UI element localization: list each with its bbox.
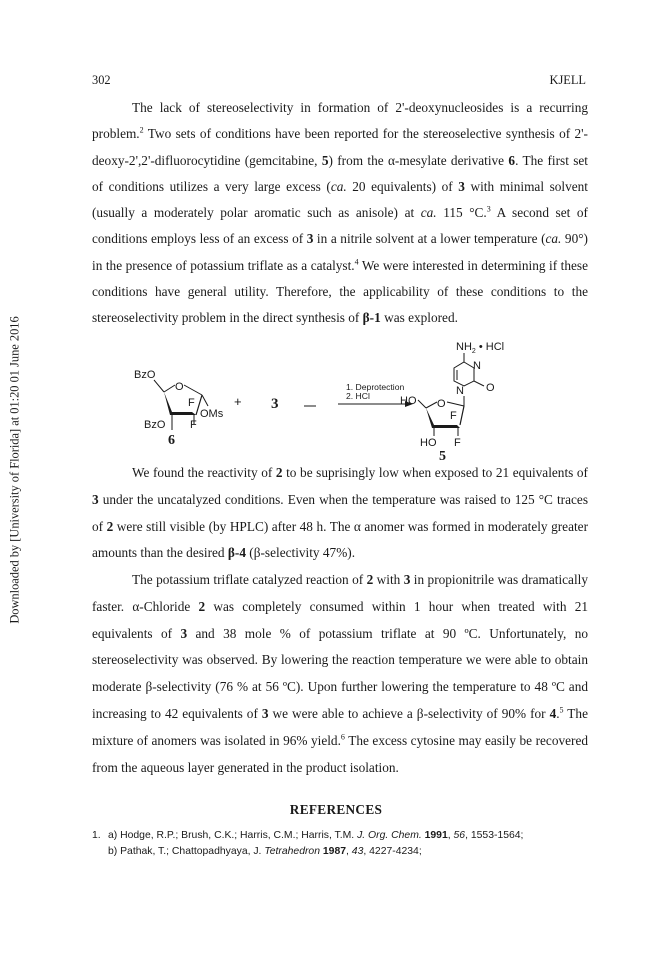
product-5-gemcitabine bbox=[400, 341, 504, 464]
running-head: KJELL bbox=[549, 73, 586, 87]
citation-3: 3 bbox=[486, 204, 491, 214]
compound-6: 6 bbox=[508, 152, 516, 168]
compound-label-5: 5 bbox=[439, 449, 446, 464]
compound-beta-1: β-1 bbox=[362, 310, 381, 326]
compound-3: 3 bbox=[458, 178, 465, 194]
sm-fluorine-1-label: F bbox=[188, 397, 195, 409]
step-2-label: 2. HCl bbox=[346, 391, 370, 401]
starting-material-6 bbox=[134, 369, 224, 448]
pr-fluorine-2-label: F bbox=[454, 437, 461, 449]
pr-ring-oxygen-label: O bbox=[437, 398, 446, 410]
compound-3: 3 bbox=[306, 231, 314, 247]
compound-beta-4: β-4 bbox=[227, 545, 246, 561]
citation-2: 2 bbox=[139, 125, 144, 135]
download-watermark-text: Downloaded by [University of Florida] at 01:20 01 June 2016 bbox=[7, 316, 22, 624]
citation-6: 6 bbox=[340, 732, 345, 742]
pr-ho-top-label: HO bbox=[400, 395, 417, 407]
reaction-scheme bbox=[120, 340, 580, 462]
page-number: 302 bbox=[92, 73, 111, 87]
plus-sign: + bbox=[234, 394, 242, 409]
citation-5: 5 bbox=[559, 705, 564, 715]
sm-fluorine-2-label: F bbox=[190, 419, 197, 431]
compound-3: 3 bbox=[92, 491, 99, 507]
paragraph-catalyzed: The potassium triflate catalyzed reaction of 2 with 3 in propionitrile was dramatically faster. α-Chloride 2 was completely consumed within 1 hour when treated with 21 equivalents of 3 and 38 mole % of potassium triflate at 90 ºC. Unfortunately, no stereoselectivity was observed. By lowering the reaction temperature we were able to obtain moderate β-selectivity (76 % at 56 ºC). Upon further lowering the temperature to 48 ºC and increasing to 42 equivalents of 3 we were able to achieve a β-selectivity of 90% for 4.$^5$ The mixture of anomers was isolated in 96% yield.$^6$ The excess cytosine may easily be recovered from the aqueous layer generated in the product isolation. bbox=[92, 572, 588, 775]
references-heading: REFERENCES bbox=[289, 802, 383, 817]
compound-3: 3 bbox=[403, 572, 411, 587]
pr-nitrogen-1-label: N bbox=[456, 385, 464, 397]
paragraph-uncatalyzed: We found the reactivity of 2 to be suprisingly low when exposed to 21 equivalents of 3 under the uncatalyzed conditions. Even when the temperature was raised to 125 °C traces of 2 were still visible (by HPLC) after 48 h. The α anomer was formed in moderately greater amounts than the desired β-4 (β-selectivity 47%). bbox=[92, 465, 588, 561]
reference-1b: b) Pathak, T.; Chattopadhyaya, J. Tetrahedron 1987, 43, 4227-4234; bbox=[108, 846, 422, 857]
compound-2: 2 bbox=[198, 598, 206, 614]
sm-ring-oxygen-label: O bbox=[175, 381, 184, 393]
step-1-label: 1. Deprotection bbox=[346, 382, 405, 392]
compound-2: 2 bbox=[106, 518, 114, 534]
compound-2: 2 bbox=[366, 572, 374, 587]
reagent-3-label: 3 bbox=[271, 396, 279, 412]
reaction-arrow bbox=[304, 382, 413, 407]
reference-1a: 1. a) Hodge, R.P.; Brush, C.K.; Harris, C.M.; Harris, T.M. J. Org. Chem. 1991, 56, 1553-1564; bbox=[92, 828, 592, 844]
compound-5: 5 bbox=[321, 152, 329, 168]
compound-3: 3 bbox=[180, 625, 188, 641]
paragraph-intro: The lack of stereoselectivity in formation of 2'-deoxynucleosides is a recurring problem.$^2$ Two sets of conditions have been reported for the stereoselective synthesis of 2'-deoxy-2',2'-difluorocytidine (gemcitabine, 5) from the α-mesylate derivative 6. The first set of conditions utilizes a very large excess (ca. 20 equivalents) of 3 with minimal solvent (usually a moderately polar aromatic such as anisole) at ca. 115 °C.$^3$ A second set of conditions employs less of an excess of 3 in a nitrile solvent at a lower temperature (ca. 90°) in the presence of potassium triflate as a catalyst.$^4$ We were interested in determining if these conditions have general utility. Therefore, the applicability of these conditions to the stereoselectivity problem in the direct synthesis of β-1 was explored. bbox=[92, 100, 589, 326]
pr-amine-salt-label: $NH_2$ • HCl bbox=[456, 341, 505, 355]
pr-fluorine-1-label: F bbox=[450, 410, 457, 422]
references-list bbox=[92, 828, 592, 860]
compound-3: 3 bbox=[261, 705, 269, 721]
pr-nitrogen-3-label: N bbox=[473, 360, 481, 372]
sm-oms-label: OMs bbox=[200, 408, 224, 420]
sm-bzo-top-label: BzO bbox=[134, 369, 156, 381]
sm-bzo-bottom-label: BzO bbox=[144, 419, 166, 431]
pr-ho-bottom-label: HO bbox=[420, 437, 437, 449]
compound-4: 4 bbox=[549, 705, 557, 721]
compound-2: 2 bbox=[275, 465, 283, 480]
citation-4: 4 bbox=[354, 257, 359, 267]
pr-carbonyl-oxygen-label: O bbox=[486, 382, 495, 394]
reference-number: 1. bbox=[92, 830, 101, 841]
compound-label-6: 6 bbox=[168, 433, 175, 448]
